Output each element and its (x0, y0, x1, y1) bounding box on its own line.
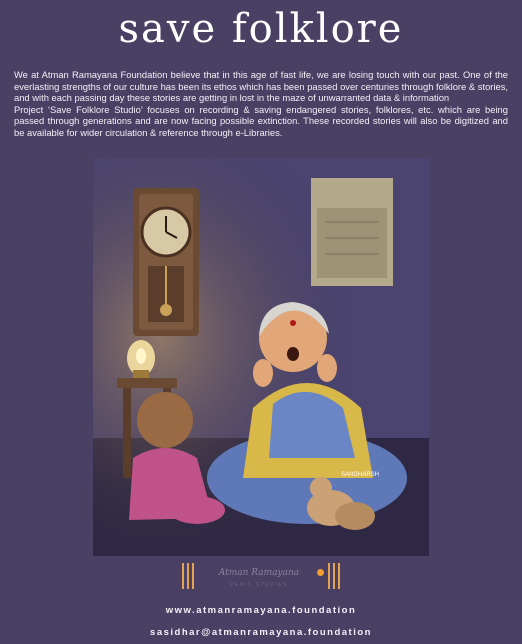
email-link[interactable]: sasidhar@atmanramayana.foundation (150, 627, 372, 638)
logo-dot-icon (317, 569, 324, 576)
artist-signature: SANGHARSH (341, 472, 380, 478)
page-title: save folklore (118, 6, 404, 52)
storytelling-illustration (93, 158, 429, 556)
wall-calendar (311, 178, 393, 286)
intro-paragraph-1: We at Atman Ramayana Foundation believe that in this age of fast life, we are losing touch with our past. One of the everlasting strengths of our culture has been its ethos which has been passed over centuries through folklore & stories, and with each passing day these stories are getting in lost in the maze of unwarranted data & information (14, 69, 508, 104)
logo-bars-right-icon (324, 563, 346, 593)
intro-text (14, 69, 508, 139)
illustration-svg (93, 158, 429, 556)
logo-bars-left-icon (178, 563, 200, 593)
website-link[interactable]: www.atmanramayana.foundation (165, 605, 357, 616)
intro-paragraph-2: Project ‘Save Folklore Studio’ focuses on recording & saving endangered stories, folklores, etc. which are being passed through generations and are now facing possible extinction. These recorded stories will also be digitized and be available for wider circulation & reference through e-Libraries. (14, 103, 508, 138)
foundation-logo (178, 561, 348, 595)
logo-name: Atman Ramayana (218, 568, 300, 578)
logo-tagline: VEDIC STUDIES (230, 582, 288, 588)
wall-clock (133, 188, 199, 336)
